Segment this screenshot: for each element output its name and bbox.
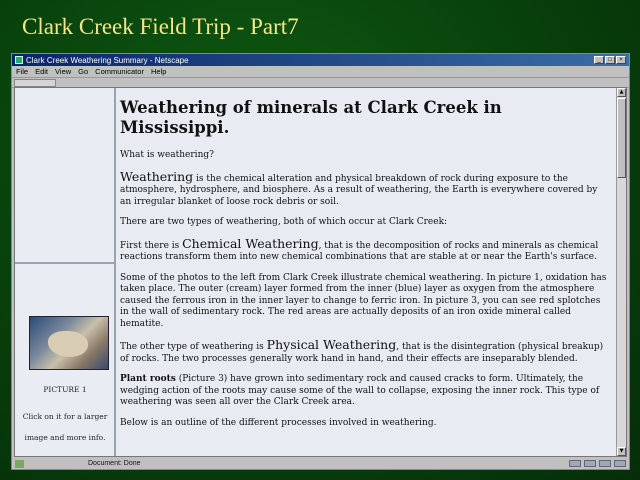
term-plant-roots: Plant roots (120, 374, 176, 384)
term-physical-weathering: Physical Weathering (266, 337, 397, 352)
window-title: Clark Creek Weathering Summary - Netscape (26, 55, 189, 65)
minimize-icon[interactable]: _ (594, 56, 604, 64)
term-weathering: Weathering (120, 168, 194, 184)
rock-image (48, 331, 88, 357)
scroll-thumb[interactable] (617, 98, 626, 178)
menu-communicator[interactable]: Communicator (95, 67, 144, 76)
status-bar (12, 458, 629, 469)
vertical-scrollbar[interactable] (616, 88, 626, 456)
composer-icon[interactable] (599, 460, 611, 467)
weathering-definition (120, 168, 610, 209)
menu-go[interactable]: Go (78, 67, 89, 76)
window-titlebar[interactable] (12, 54, 629, 66)
main-frame (118, 88, 614, 456)
physical-text: , that is the disintegration (physical breakup) of rocks. The two processes generally work hand in hand, and their effects are inseparably blended. (120, 342, 604, 364)
definition-text: is the chemical alteration and physical breakdown of rock during exposure to the atmosphere, hydrosphere, and biosphere. As a result of weathering, the Earth is everywhere covered by an irregular blanket of loose rock debris or soil. (120, 173, 598, 207)
physical-paragraph (120, 339, 610, 365)
page-heading: Weathering of minerals at Clark Creek in Mississippi. (120, 98, 502, 137)
security-icon[interactable] (15, 460, 24, 468)
slide-title: Clark Creek Field Trip - Part7 (22, 14, 299, 39)
physical-intro: The other type of weathering is (120, 342, 267, 352)
mail-icon[interactable] (584, 460, 596, 467)
menu-bar (12, 66, 629, 78)
chemical-text: , that is the decomposition of rocks and minerals as chemical reactions transform them into new chemical combinations that are stable at or near the Earth's surface. (120, 240, 599, 262)
plant-roots-text: (Picture 3) have grown into sedimentary rock and caused cracks to form. Ultimately, the wedging action of the roots may cause some of the wall to collapse, exposing the inner rock. This type of weathering was seen all over the Clark Creek area. (120, 374, 600, 407)
chemical-intro: First there is (120, 240, 183, 251)
browser-window (11, 53, 630, 470)
discussion-icon[interactable] (614, 460, 626, 467)
menu-help[interactable]: Help (150, 67, 167, 76)
status-text: Document: Done (88, 460, 141, 467)
scroll-down-icon[interactable]: ▼ (617, 447, 626, 456)
two-types-text: There are two types of weathering, both of which occur at Clark Creek: (120, 217, 448, 227)
maximize-icon[interactable]: □ (605, 56, 615, 64)
page-content (14, 87, 627, 457)
menu-file[interactable]: File (16, 67, 29, 76)
term-chemical-weathering: Chemical Weathering (182, 235, 319, 251)
bookmarks-button[interactable] (14, 79, 56, 87)
left-frame (15, 88, 116, 456)
close-icon[interactable]: × (616, 56, 626, 64)
question-text: What is weathering? (120, 150, 214, 160)
plant-roots-paragraph (120, 374, 610, 409)
menu-view[interactable]: View (55, 67, 72, 76)
outline-text: Below is an outline of the different processes involved in weathering. (120, 417, 437, 428)
click-instruction: Click on it for a larger image and more info. (22, 412, 108, 442)
picture-1-thumbnail[interactable] (29, 316, 109, 370)
frame-divider (15, 262, 114, 264)
status-tray (569, 460, 626, 467)
photos-paragraph: Some of the photos to the left from Clark Creek illustrate chemical weathering. In picture 1, oxidation has taken place. The outer (cream) layer formed from the inner (blue) layer as oxygen from the atmosphere caused the ferrous iron in the inner layer to change to ferric iron. In picture 3, you can see red splotches in the wall of sedimentary rock. The red areas are actually deposits of an iron oxide mineral called hematite. (120, 272, 607, 329)
chemical-paragraph (120, 235, 610, 264)
scroll-up-icon[interactable]: ▲ (617, 88, 626, 97)
navigator-icon[interactable] (569, 460, 581, 467)
menu-edit[interactable]: Edit (35, 67, 49, 76)
picture-label: PICTURE 1 (43, 385, 87, 394)
netscape-icon (15, 56, 23, 64)
